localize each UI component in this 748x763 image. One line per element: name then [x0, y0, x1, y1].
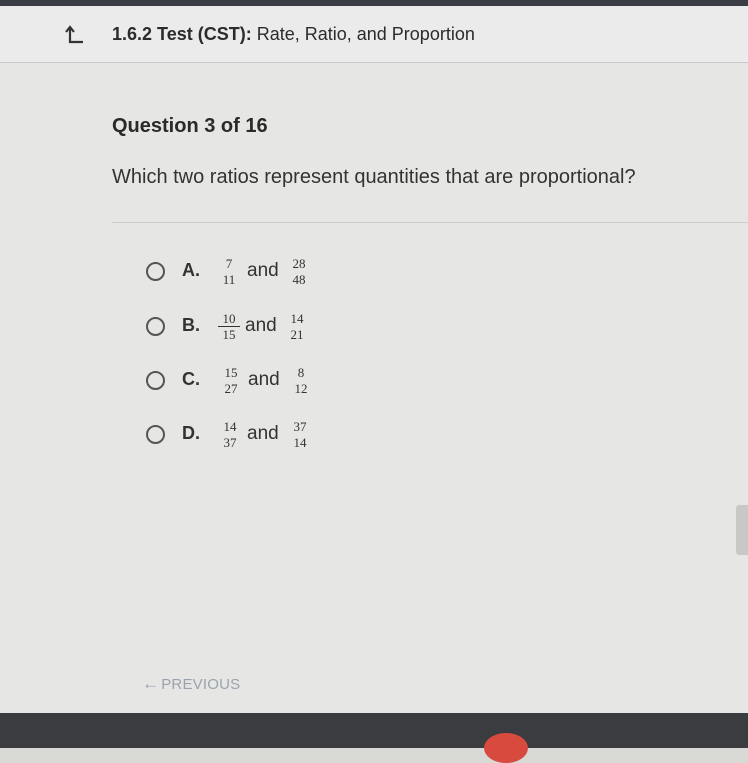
question-text: Which two ratios represent quantities that are proportional?	[112, 166, 636, 188]
denominator: 48	[292, 272, 306, 287]
denominator: 27	[224, 381, 238, 396]
denominator: 37	[223, 435, 237, 450]
numerator: 37	[293, 419, 307, 434]
question-panel	[0, 63, 748, 713]
scroll-handle[interactable]	[736, 505, 748, 555]
option-d[interactable]	[146, 419, 346, 459]
and-word: and	[245, 315, 277, 336]
previous-button[interactable]	[142, 674, 240, 696]
option-c[interactable]	[146, 365, 346, 405]
numerator: 14	[290, 311, 304, 326]
ratio-first	[218, 256, 240, 287]
option-letter: B.	[182, 315, 200, 335]
and-word: and	[247, 423, 279, 444]
back-arrow-icon[interactable]	[64, 24, 86, 46]
test-code: 1.6.2 Test (CST):	[112, 24, 252, 44]
ratio-first	[220, 365, 242, 396]
numerator: 28	[292, 256, 306, 271]
denominator: 15	[218, 326, 240, 342]
page-title	[112, 22, 475, 46]
numerator: 15	[224, 365, 238, 380]
ratio-second	[289, 419, 311, 450]
ratio-first	[219, 419, 241, 450]
question-number: Question 3 of 16	[112, 115, 268, 137]
left-arrow-icon: ←	[142, 674, 160, 693]
numerator: 10	[222, 311, 236, 326]
option-letter: D.	[182, 423, 200, 443]
option-a[interactable]	[146, 256, 346, 296]
ratio-second	[286, 311, 308, 342]
numerator: 7	[225, 256, 233, 271]
and-word: and	[248, 369, 280, 390]
numerator: 8	[297, 365, 305, 380]
test-title: Rate, Ratio, and Proportion	[256, 24, 475, 44]
numerator: 14	[223, 419, 237, 434]
ratio-second	[290, 365, 312, 396]
previous-label: PREVIOUS	[161, 676, 241, 693]
option-letter: C.	[182, 369, 200, 389]
app-badge-icon	[484, 733, 528, 763]
option-letter: A.	[182, 260, 200, 280]
denominator: 21	[290, 327, 304, 342]
option-b[interactable]	[146, 311, 346, 351]
radio-button[interactable]	[146, 262, 165, 281]
radio-button[interactable]	[146, 317, 165, 336]
ratio-second	[288, 256, 310, 287]
denominator: 11	[222, 272, 236, 287]
radio-button[interactable]	[146, 425, 165, 444]
radio-button[interactable]	[146, 371, 165, 390]
ratio-first	[218, 311, 240, 342]
denominator: 14	[293, 435, 307, 450]
denominator: 12	[294, 381, 308, 396]
and-word: and	[247, 260, 279, 281]
header-bar	[0, 6, 748, 63]
footer-bar	[0, 713, 748, 748]
divider	[112, 222, 748, 223]
